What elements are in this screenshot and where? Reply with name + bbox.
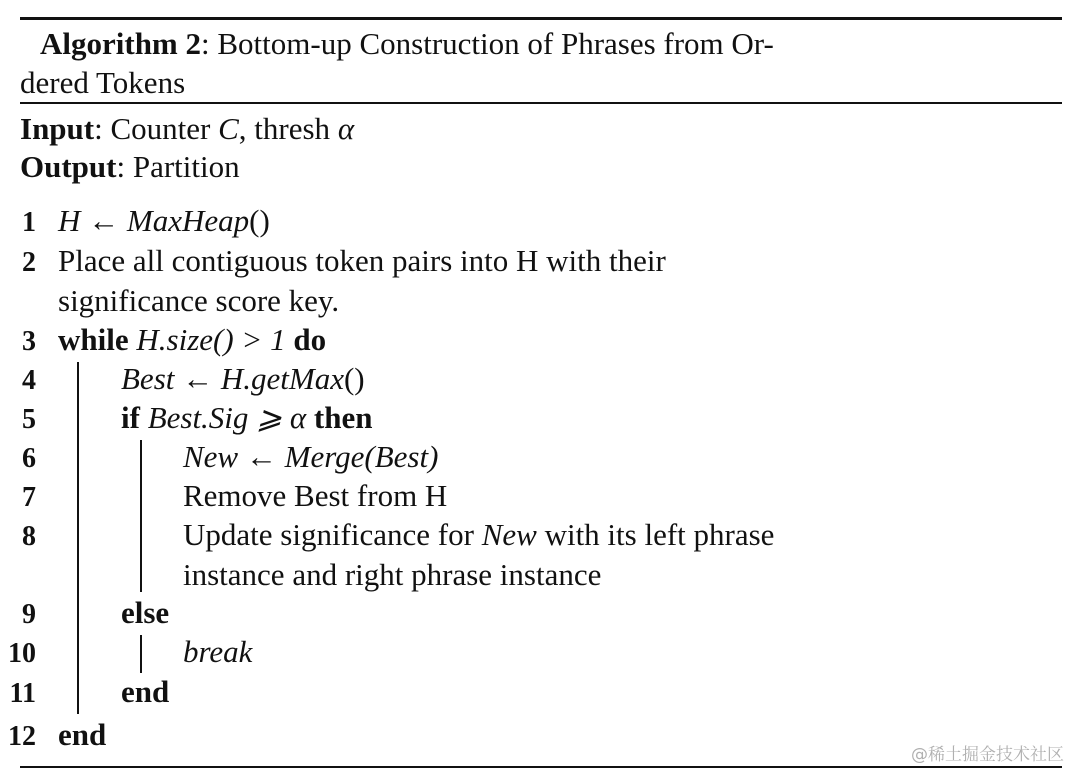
update-text-cont: with its left phrase	[536, 517, 775, 552]
code-line-11	[121, 673, 169, 711]
input-alpha: α	[337, 111, 355, 146]
else-block-bar	[140, 635, 142, 673]
else-keyword: else	[121, 595, 170, 630]
code-line-7: Remove Best from H	[183, 478, 448, 513]
line-number-7: 7	[22, 482, 36, 513]
line-number-9: 9	[22, 599, 36, 630]
code-line-10	[183, 633, 252, 671]
output-label: Output	[20, 149, 117, 184]
do-keyword: do	[293, 322, 327, 357]
new-var: New	[481, 517, 537, 552]
line-number-1: 1	[22, 207, 36, 238]
assign-arrow: ←	[80, 203, 127, 238]
line-number-2: 2	[22, 247, 36, 278]
heap-var: H	[58, 203, 81, 238]
line-number-5: 5	[22, 404, 36, 435]
end-keyword: end	[58, 717, 107, 752]
end-keyword: end	[121, 674, 170, 709]
algorithm-caption	[40, 25, 1040, 63]
if-condition: Best.Sig ⩾ α	[147, 400, 307, 435]
code-line-9	[121, 594, 169, 632]
code-line-2a: Place all contiguous token pairs into H with their	[58, 243, 666, 278]
code-line-6	[183, 438, 438, 476]
code-line-1	[58, 202, 270, 240]
paren: ()	[249, 203, 270, 238]
if-block-bar	[140, 440, 142, 592]
assign-arrow: ←	[238, 439, 285, 474]
getmax-fn: H.getMax	[220, 361, 344, 396]
code-line-4	[121, 360, 365, 398]
algorithm-caption-cont	[20, 64, 1020, 102]
line-number-4: 4	[22, 365, 36, 396]
output-text: : Partition	[116, 149, 240, 184]
line-number-10: 10	[8, 638, 36, 669]
line-number-8: 8	[22, 521, 36, 552]
code-line-2b: significance score key.	[58, 283, 340, 318]
top-rule	[20, 17, 1062, 20]
break-keyword: break	[183, 634, 253, 669]
code-line-8b: instance and right phrase instance	[183, 557, 602, 592]
algorithm-title-line2: dered Tokens	[20, 65, 186, 100]
code-line-8a	[183, 516, 774, 554]
merge-fn: Merge	[284, 439, 365, 474]
code-line-12	[58, 716, 106, 754]
line-number-11: 11	[9, 678, 36, 709]
update-text: Update significance for	[183, 517, 482, 552]
algorithm-title-line1: : Bottom-up Construction of Phrases from Or-	[201, 26, 774, 61]
input-label: Input	[20, 111, 95, 146]
while-keyword: while	[58, 322, 129, 357]
input-text: : Counter	[94, 111, 219, 146]
caption-rule	[20, 102, 1062, 104]
while-condition: H.size() > 1	[136, 322, 286, 357]
merge-arg: (Best)	[364, 439, 439, 474]
code-line-3	[58, 321, 326, 359]
input-spec	[20, 110, 354, 148]
algorithm-label: Algorithm 2	[40, 26, 202, 61]
line-number-6: 6	[22, 443, 36, 474]
best-var: Best	[121, 361, 175, 396]
line-number-3: 3	[22, 326, 36, 357]
assign-arrow: ←	[174, 361, 221, 396]
bottom-rule	[20, 766, 1062, 768]
while-block-bar	[77, 362, 79, 714]
paren: ()	[343, 361, 365, 396]
watermark: @稀土掘金技术社区	[911, 745, 1064, 765]
code-line-5	[121, 399, 373, 437]
line-number-12: 12	[8, 721, 36, 752]
input-rest: , thresh	[238, 111, 338, 146]
then-keyword: then	[313, 400, 373, 435]
maxheap-fn: MaxHeap	[126, 203, 250, 238]
output-spec	[20, 148, 240, 186]
input-counter-var: C	[218, 111, 239, 146]
if-keyword: if	[121, 400, 140, 435]
new-var: New	[183, 439, 239, 474]
